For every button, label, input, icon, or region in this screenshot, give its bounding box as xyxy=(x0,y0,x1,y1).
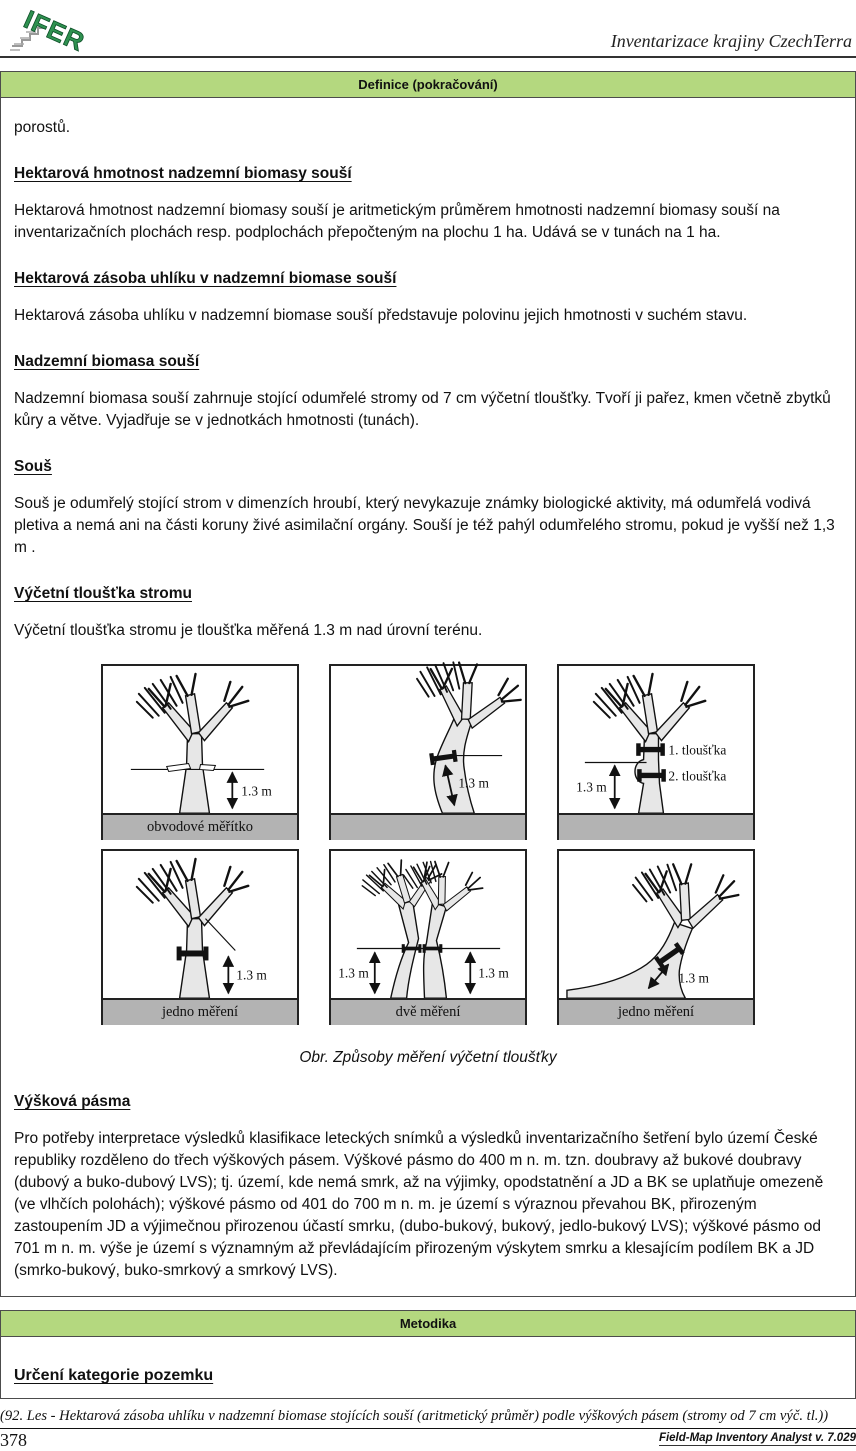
diameter1-label: 1. tloušťka xyxy=(668,742,727,758)
app-version: Field-Map Inventory Analyst v. 7.029 xyxy=(658,1432,856,1444)
section-heading-hmotnost: Hektarová hmotnost nadzemní biomasy souší xyxy=(14,165,352,182)
section-body-nadzemni-biomasa: Nadzemní biomasa souší zahrnuje stojící odumřelé stromy od 7 cm výčetní tloušťky. Tvoří ji pařez, kmen včetně zbytků kůry a větve. Vyjadřuje se v jednotkách hmotnosti (tunách). xyxy=(14,390,831,429)
panel-caption: dvě měření xyxy=(331,998,525,1025)
section-heading-vycetni-tloustka: Výčetní tloušťka stromu xyxy=(14,585,192,602)
section-heading-sous: Souš xyxy=(14,458,52,475)
page-header xyxy=(0,0,856,56)
intro-paragraph: porostů. xyxy=(14,119,71,136)
definice-content-box xyxy=(0,98,856,1297)
figure-panel-obvodove-meritko xyxy=(101,664,299,840)
panel-caption: obvodové měřítko xyxy=(103,813,297,840)
measure-label: 1.3 m xyxy=(241,783,272,799)
measure-label: 1.3 m xyxy=(576,779,607,795)
section-body-vycetni-tloustka: Výčetní tloušťka stromu je tloušťka měřená 1.3 m nad úrovní terénu. xyxy=(14,622,483,639)
definice-section-bar xyxy=(0,71,856,98)
ifer-logo-icon xyxy=(8,4,104,58)
measure-label-2: 1.3 m xyxy=(478,965,509,981)
section-heading-zasoba-uhliku: Hektarová zásoba uhlíku v nadzemní biomase souší xyxy=(14,270,397,287)
header-rule xyxy=(0,56,856,58)
panel-caption: jedno měření xyxy=(559,998,753,1025)
footer-note: (92. Les - Hektarová zásoba uhlíku v nadzemní biomase stojících souší (aritmetický průměr) podle výškových pásem (stromy od 7 cm výč. tl.)) xyxy=(0,1408,829,1424)
logo-letters: IFER xyxy=(19,4,90,58)
section-heading-nadzemni-biomasa: Nadzemní biomasa souší xyxy=(14,353,200,370)
measure-label: 1.3 m xyxy=(236,967,267,983)
tree-diagram-forked xyxy=(331,851,525,998)
metodika-heading: Určení kategorie pozemku xyxy=(14,1367,214,1384)
tree-diagram-curved-base xyxy=(559,851,753,998)
figure-panel-two-diameters xyxy=(557,664,755,840)
section-body-zasoba-uhliku: Hektarová zásoba uhlíku v nadzemní biomase souší představuje polovinu jejich hmotnosti v suchém stavu. xyxy=(14,307,748,324)
figure-panel-jedno-mereni-1 xyxy=(101,849,299,1025)
tape-icon xyxy=(200,764,216,770)
tree-diagram-straight-tape xyxy=(103,666,297,813)
metodika-content-box xyxy=(0,1337,856,1399)
measure-label: 1.3 m xyxy=(458,775,489,791)
panel-caption: jedno měření xyxy=(103,998,297,1025)
measure-label: 1.3 m xyxy=(678,970,709,986)
footer-row xyxy=(0,1430,856,1451)
footer-rule xyxy=(0,1428,856,1429)
section-body-sous: Souš je odumřelý stojící strom v dimenzích hroubí, který nevykazuje známky biologické aktivity, má odumřelá vodivá pletiva a nemá ani na části koruny živé asimilační orgány. Souší je též pahýl odumřelého stromu, pokud je vyšší než 1,3 m . xyxy=(14,495,835,556)
tree-diagram-leaning xyxy=(331,666,525,813)
measure-label: 1.3 m xyxy=(338,965,369,981)
figure-panel-jedno-mereni-2 xyxy=(557,849,755,1025)
diameter2-label: 2. tloušťka xyxy=(668,768,727,784)
section-body-hmotnost: Hektarová hmotnost nadzemní biomasy souší je aritmetickým průměrem hmotnosti nadzemní biomasy souší na inventarizačních plochách resp. podplochách přepočteným na plochu 1 ha. Udává se v tunách na 1 ha. xyxy=(14,202,780,241)
panel-caption xyxy=(559,813,753,840)
figure-caption: Obr. Způsoby měření výčetní tloušťky xyxy=(299,1049,557,1066)
section-heading-vyskova-pasma: Výšková pásma xyxy=(14,1093,131,1110)
section-body-vyskova-pasma: Pro potřeby interpretace výsledků klasifikace leteckých snímků a výsledků inventarizačního šetření bylo území České republiky rozděleno do třech výškových pásem. Výškové pásmo do 400 m n. m. tzn. doubravy až bukové doubravy (dubový a buko-dubový LVS); tj. území, kde nemá smrk, až na výjimky, opodstatnění a JD a BK se uplatňuje omezeně (ve vlhčích polohách); výškové pásmo od 401 do 700 m n. m. je území s výraznou převahou BK, přirozeným zastoupením JD a výjimečnou přirozenou účastí smrku, (dubo-bukový, bukový, jedlo-bukový LVS); výškové pásmo od 701 m n. m. výše je území s významným až převládajícím přirozeným výskytem smrku a klesajícím podílem BK a JD (smrko-bukový, buko-smrkový a smrkový LVS). xyxy=(14,1130,824,1279)
metodika-bar-label: Metodika xyxy=(399,1316,457,1331)
tree-measurement-figure xyxy=(14,664,842,1025)
figure-panel-dve-mereni xyxy=(329,849,527,1025)
panel-caption xyxy=(331,813,525,840)
tree-diagram-single-band xyxy=(103,851,297,998)
page-number: 378 xyxy=(0,1430,27,1450)
document-title: Inventarizace krajiny CzechTerra xyxy=(610,31,852,51)
definice-bar-label: Definice (pokračování) xyxy=(358,77,498,92)
tree-diagram-bulge xyxy=(559,666,753,813)
metodika-section-bar xyxy=(0,1310,856,1337)
figure-panel-leaning-tree xyxy=(329,664,527,840)
